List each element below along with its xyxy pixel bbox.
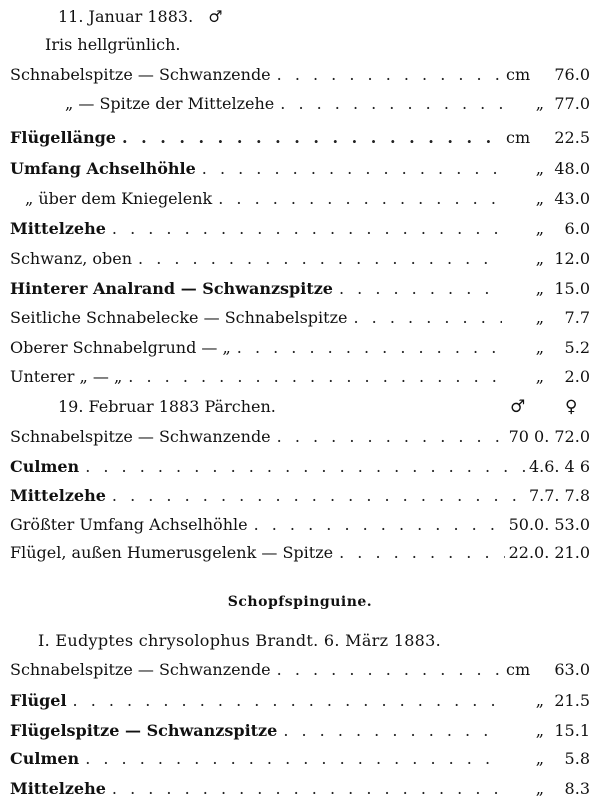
leader-dots <box>112 483 525 509</box>
row-unit: cm <box>506 65 531 84</box>
row-value: 63.0 <box>554 660 590 679</box>
row-unit: „ <box>535 308 544 327</box>
table-row <box>10 156 590 182</box>
leader-dots <box>122 125 502 151</box>
row-unit: „ <box>535 279 544 298</box>
row-label: Flügellänge <box>10 128 116 147</box>
row-label: Umfang Achselhöhle <box>10 159 196 178</box>
row-value: 77.0 <box>554 94 590 113</box>
row-value: 5.8 <box>564 749 590 768</box>
leader-dots <box>73 688 502 714</box>
leader-dots <box>128 364 502 390</box>
row-value: 70 0. 72.0 <box>508 427 590 446</box>
row-unit: „ <box>535 367 544 386</box>
table-row <box>10 454 590 480</box>
leader-dots <box>254 512 505 538</box>
row-unit: „ <box>535 721 544 740</box>
table-row <box>10 246 590 272</box>
table-row <box>10 746 590 772</box>
male-symbol: ♂ <box>510 397 526 417</box>
table-row <box>10 216 590 242</box>
table-row <box>10 186 590 212</box>
row-label: Schnabelspitze — Schwanzende <box>10 65 271 84</box>
leader-dots <box>85 746 502 772</box>
section1-date <box>58 4 223 30</box>
leader-dots <box>277 62 502 88</box>
row-value: 7.7. 7.8 <box>528 486 590 505</box>
row-label: Flügelspitze — Schwanzspitze <box>10 721 278 740</box>
species-line: I. Eudyptes chrysolophus Brandt. 6. März 1883. <box>38 631 442 650</box>
row-label: „ über dem Kniegelenk <box>25 189 213 208</box>
table-row <box>10 91 590 117</box>
row-value: 22.5 <box>554 128 590 147</box>
table-row <box>10 718 590 744</box>
leader-dots <box>112 776 502 802</box>
leader-dots <box>138 246 502 272</box>
leader-dots <box>339 276 502 302</box>
section2-date: 19. Februar 1883 Pärchen. <box>58 397 276 416</box>
row-unit: „ <box>535 219 544 238</box>
row-value: 22.0. 21.0 <box>508 543 590 562</box>
table-row <box>10 364 590 390</box>
row-label: Unterer „ — „ <box>10 367 123 386</box>
row-label: Mittelzehe <box>10 486 106 505</box>
leader-dots <box>354 305 503 331</box>
leader-dots <box>277 657 502 683</box>
leader-dots <box>218 186 502 212</box>
row-value: 5.2 <box>564 338 590 357</box>
male-symbol: ♂ <box>208 7 223 26</box>
table-row <box>10 276 590 302</box>
row-value: 50.0. 53.0 <box>508 515 590 534</box>
leader-dots <box>277 424 505 450</box>
section-heading: Schopfspinguine. <box>227 594 373 610</box>
table-row <box>10 335 590 361</box>
leader-dots <box>339 540 504 566</box>
row-unit: „ <box>535 159 544 178</box>
row-value: 48.0 <box>554 159 590 178</box>
row-value: 12.0 <box>554 249 590 268</box>
table-row <box>10 512 590 538</box>
row-label: Schnabelspitze — Schwanzende <box>10 427 271 446</box>
row-label: Flügel, außen Humerusgelenk — Spitze <box>10 543 334 562</box>
row-label: Flügel <box>10 691 67 710</box>
table-row <box>10 305 590 331</box>
row-label: Mittelzehe <box>10 779 106 798</box>
section1-date-text: 11. Januar 1883. <box>58 7 194 26</box>
row-unit: „ <box>535 779 544 798</box>
table-row <box>10 62 590 88</box>
row-label: Hinterer Analrand — Schwanzspitze <box>10 279 333 298</box>
leader-dots <box>280 91 502 117</box>
row-label: Mittelzehe <box>10 219 106 238</box>
iris-note: Iris hellgrünlich. <box>45 35 181 54</box>
row-unit: cm <box>506 128 531 147</box>
table-row <box>10 776 590 802</box>
table-row <box>10 125 590 151</box>
leader-dots <box>112 216 502 242</box>
row-value: 43.0 <box>554 189 590 208</box>
row-value: 8.3 <box>564 779 590 798</box>
row-label: Seitliche Schnabelecke — Schnabelspitze <box>10 308 348 327</box>
row-value: 21.5 <box>554 691 590 710</box>
row-value: 15.0 <box>554 279 590 298</box>
table-row <box>10 424 590 450</box>
row-value: 7.7 <box>564 308 590 327</box>
row-unit: „ <box>535 691 544 710</box>
row-value: 76.0 <box>554 65 590 84</box>
row-label: Culmen <box>10 457 80 476</box>
row-unit: „ <box>535 749 544 768</box>
row-unit: „ <box>535 189 544 208</box>
female-symbol: ♀ <box>565 397 578 417</box>
row-label: Schwanz, oben <box>10 249 133 268</box>
row-label: Schnabelspitze — Schwanzende <box>10 660 271 679</box>
leader-dots <box>85 454 525 480</box>
row-unit: „ <box>535 338 544 357</box>
row-value: 15.1 <box>554 721 590 740</box>
row-unit: „ <box>535 249 544 268</box>
row-label: „ — Spitze der Mittelzehe <box>65 94 275 113</box>
row-value: 4.6. 4 6 <box>528 457 590 476</box>
row-label: Culmen <box>10 749 80 768</box>
row-unit: „ <box>535 94 544 113</box>
leader-dots <box>237 335 502 361</box>
row-value: 6.0 <box>564 219 590 238</box>
table-row <box>10 483 590 509</box>
leader-dots <box>202 156 502 182</box>
leader-dots <box>283 718 502 744</box>
row-value: 2.0 <box>564 367 590 386</box>
row-label: Oberer Schnabelgrund — „ <box>10 338 231 357</box>
table-row <box>10 540 590 566</box>
row-label: Größter Umfang Achselhöhle <box>10 515 248 534</box>
row-unit: cm <box>506 660 531 679</box>
table-row <box>10 657 590 683</box>
table-row <box>10 688 590 714</box>
